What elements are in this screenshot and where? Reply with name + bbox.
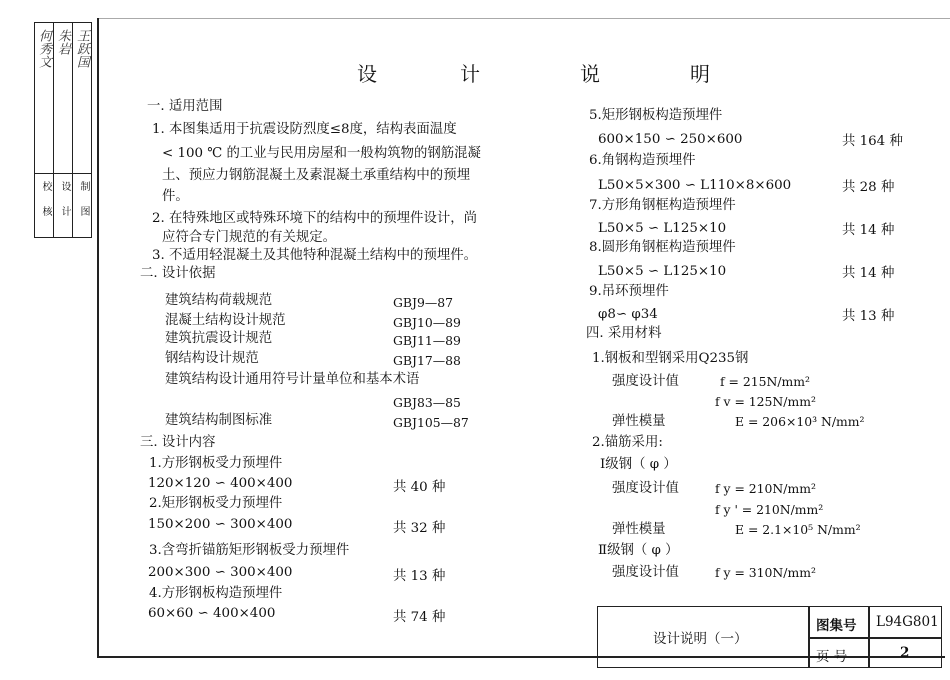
left-line-code: GBJ10—89 — [393, 315, 461, 330]
left-line-text: 建筑抗震设计规范 — [165, 331, 273, 346]
right-line-text: 600×150 ∽ 250×600 — [598, 132, 743, 147]
right-line-text: 5.矩形钢板构造预埋件 — [589, 108, 723, 123]
right-line-text: Ⅰ级钢（ φ ） — [600, 457, 677, 472]
label-draw: 制 图 — [78, 181, 89, 223]
right-line-value: f y = 210N/mm² — [715, 481, 816, 496]
signature-review: 何秀文 — [36, 29, 51, 68]
left-line-text: 1. 本图集适用于抗震设防烈度≤8度，结构表面温度 — [152, 122, 457, 137]
page-title — [300, 58, 820, 88]
atlas-number: L94G801 — [876, 614, 939, 630]
left-line-count: 共 74 种 — [393, 610, 446, 625]
right-line-text: L50×5 ∽ L125×10 — [598, 264, 727, 279]
right-line-value: f v = 125N/mm² — [715, 394, 816, 409]
left-line-text: 一. 适用范围 — [147, 99, 223, 114]
left-line-code: GBJ105—87 — [393, 415, 469, 430]
signature-design: 朱岩 — [55, 29, 70, 55]
left-line-text: 建筑结构制图标准 — [165, 413, 273, 428]
left-line-code: GBJ17—88 — [393, 353, 461, 368]
left-line-text: 钢结构设计规范 — [165, 351, 259, 366]
left-line-count: 共 40 种 — [393, 480, 446, 495]
label-review: 校 核 — [40, 181, 51, 223]
left-line-text: 土、预应力钢筋混凝土及素混凝土承重结构中的预埋 — [162, 168, 470, 183]
left-line-text: 三. 设计内容 — [140, 435, 216, 450]
left-line-count: 共 32 种 — [393, 521, 446, 536]
left-line-text: 2.矩形钢板受力预埋件 — [149, 496, 283, 511]
left-line-text: 3.含弯折锚筋矩形钢板受力预埋件 — [149, 543, 350, 558]
left-line-text: 3. 不适用轻混凝土及其他特种混凝土结构中的预埋件。 — [152, 248, 478, 263]
sheet-title: 设计说明（一） — [653, 631, 748, 647]
page-label: 页 号 — [816, 649, 848, 665]
signature-draw: 王跃国 — [74, 29, 89, 68]
right-line-count: 共 14 种 — [842, 266, 895, 281]
right-line-text: 强度设计值 — [612, 481, 679, 496]
atlas-label: 图集号 — [816, 618, 857, 634]
left-line-text: < 100 ℃ 的工业与民用房屋和一般构筑物的钢筋混凝 — [162, 146, 481, 161]
right-line-count: 共 164 种 — [842, 134, 903, 149]
right-line-text: 7.方形角钢框构造预埋件 — [589, 198, 736, 213]
left-line-text: 1.方形钢板受力预埋件 — [149, 456, 283, 471]
right-line-value: f = 215N/mm² — [720, 374, 810, 389]
right-line-count: 共 13 种 — [842, 309, 895, 324]
left-line-text: 应符合专门规范的有关规定。 — [162, 230, 337, 245]
left-line-text: 混凝土结构设计规范 — [165, 313, 286, 328]
left-line-text: 二. 设计依据 — [140, 266, 216, 281]
approval-table-divider — [72, 23, 73, 237]
left-line-code: GBJ9—87 — [393, 295, 454, 310]
right-line-text: 强度设计值 — [612, 565, 679, 580]
right-line-text: φ8∽ φ34 — [598, 307, 658, 322]
right-line-text: 6.角钢构造预埋件 — [589, 153, 696, 168]
left-line-text: 2. 在特殊地区或特殊环境下的结构中的预埋件设计，尚 — [152, 211, 478, 226]
right-line-text: 2.锚筋采用: — [592, 435, 663, 450]
left-line-text: 200×300 ∽ 300×400 — [148, 565, 293, 580]
right-line-value: f y = 310N/mm² — [715, 565, 816, 580]
right-line-value: f y ' = 210N/mm² — [715, 502, 824, 517]
right-line-text: 弹性模量 — [612, 522, 666, 537]
right-line-count: 共 14 种 — [842, 223, 895, 238]
right-line-text: L50×5×300 ∽ L110×8×600 — [598, 178, 792, 193]
left-line-text: 件。 — [162, 189, 189, 204]
title-char: 设 — [357, 62, 379, 86]
right-line-value: E = 2.1×10⁵ N/mm² — [735, 522, 861, 537]
left-line-text: 4.方形钢板构造预埋件 — [149, 586, 283, 601]
approval-table — [34, 22, 92, 238]
right-line-text: Ⅱ级钢（ φ ） — [598, 543, 679, 558]
title-char: 说 — [580, 62, 602, 86]
right-line-text: 弹性模量 — [612, 414, 666, 429]
right-line-value: E = 206×10³ N/mm² — [735, 414, 865, 429]
approval-table-divider — [53, 23, 54, 237]
left-line-code: GBJ11—89 — [393, 333, 461, 348]
left-line-text: 120×120 ∽ 400×400 — [148, 476, 293, 491]
label-design: 设 计 — [59, 181, 70, 223]
title-block-divider — [808, 637, 941, 639]
right-line-text: 8.圆形角钢框构造预埋件 — [589, 240, 736, 255]
title-block — [597, 606, 942, 668]
left-line-text: 60×60 ∽ 400×400 — [148, 606, 276, 621]
right-line-text: 四. 采用材料 — [586, 326, 662, 341]
right-line-text: L50×5 ∽ L125×10 — [598, 221, 727, 236]
left-line-text: 建筑结构荷载规范 — [165, 293, 273, 308]
left-line-text: 建筑结构设计通用符号计量单位和基本术语 — [165, 372, 420, 387]
right-line-text: 9.吊环预埋件 — [589, 284, 669, 299]
approval-table-divider — [35, 173, 91, 174]
left-line-count: 共 13 种 — [393, 569, 446, 584]
left-line-text: 150×200 ∽ 300×400 — [148, 517, 293, 532]
left-line-code: GBJ83—85 — [393, 395, 461, 410]
right-line-text: 1.钢板和型钢采用Q235钢 — [592, 351, 749, 366]
right-line-count: 共 28 种 — [842, 180, 895, 195]
right-line-text: 强度设计值 — [612, 374, 679, 389]
title-char: 明 — [690, 62, 712, 86]
title-char: 计 — [460, 62, 482, 86]
page-number: 2 — [900, 645, 910, 661]
